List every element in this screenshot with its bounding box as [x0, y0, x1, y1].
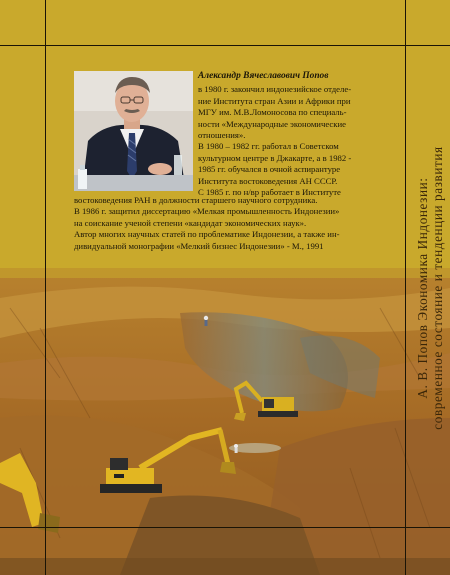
bio-line: отношения».	[198, 130, 246, 141]
bio-right-column	[198, 71, 386, 198]
crop-line-spine	[405, 0, 406, 575]
bio-line: С 1985 г. по н/вр работает в Институте	[198, 187, 341, 198]
bio-line: культурном центре в Джакарте, а в 1982 -	[198, 152, 352, 163]
mining-photo	[0, 268, 450, 575]
spine-author-title: А. В. Попов Экономика Индонезии:	[415, 177, 430, 399]
bio-line: Автор многих научных статей по проблематике Индонезии, а также ин-	[74, 229, 340, 240]
crop-line-left	[45, 0, 46, 575]
spine-title	[415, 146, 445, 429]
author-name: Александр Вячеславович Попов	[198, 71, 329, 81]
bio-full-width	[74, 195, 386, 252]
spine-subtitle: современное состояние и тенденции развития	[430, 146, 445, 430]
crop-line-bottom	[0, 527, 450, 528]
bio-line: дивидуальной монографии «Мелкий бизнес Индонезии» - М., 1991	[74, 240, 324, 251]
author-portrait	[74, 71, 193, 191]
bio-line: 1985 гг. обучался в очной аспирантуре	[198, 164, 341, 175]
bio-line: в 1980 г. закончил индонезийское отделе-	[198, 84, 352, 95]
crop-line-top	[0, 45, 450, 46]
bio-line: Института востоковедения АН СССР.	[198, 175, 338, 186]
bio-line: на соискание ученой степени «кандидат экономических наук».	[74, 217, 307, 228]
bio-line: В 1986 г. защитил диссертацию «Мелкая промышленность Индонезии»	[74, 206, 340, 217]
bio-line: В 1980 – 1982 гг. работал в Советском	[198, 141, 339, 152]
bio-line: МГУ им. М.В.Ломоносова по специаль-	[198, 107, 347, 118]
bio-line: востоковедения РАН в должности старшего научного сотрудника.	[74, 195, 318, 205]
bio-line: ности «Международные экономические	[198, 118, 346, 129]
bio-line: ние Института стран Азии и Африки при	[198, 95, 351, 106]
